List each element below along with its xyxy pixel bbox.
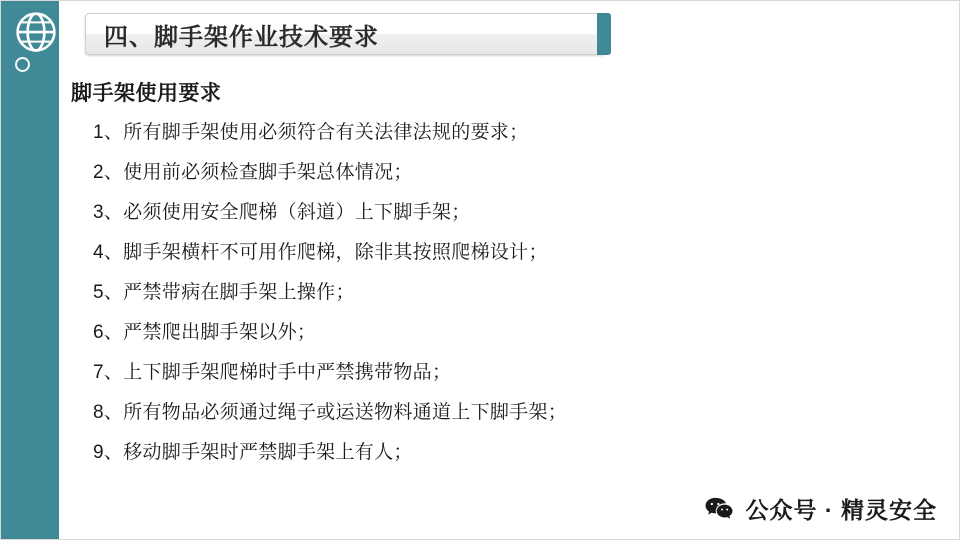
wechat-icon <box>704 496 734 522</box>
list-item: 7、上下脚手架爬梯时手中严禁携带物品； <box>93 362 452 383</box>
list-item: 4、脚手架横杆不可用作爬梯，除非其按照爬梯设计； <box>93 242 548 263</box>
list-item: 2、使用前必须检查脚手架总体情况； <box>93 162 413 183</box>
section-subtitle: 脚手架使用要求 <box>71 82 222 105</box>
circle-icon <box>15 57 30 72</box>
list-item: 6、严禁爬出脚手架以外； <box>93 322 317 343</box>
list-item: 5、严禁带病在脚手架上操作； <box>93 282 355 303</box>
footer-text: 公众号 · 精灵安全 <box>745 497 937 523</box>
list-item: 3、必须使用安全爬梯（斜道）上下脚手架； <box>93 202 471 223</box>
page-title: 四、脚手架作业技术要求 <box>104 23 379 51</box>
banner-end-cap <box>597 13 611 55</box>
left-accent-bar <box>1 1 59 540</box>
list-item: 9、移动脚手架时严禁脚手架上有人； <box>93 442 413 463</box>
list-item: 8、所有物品必须通过绳子或运送物料通道上下脚手架； <box>93 402 568 423</box>
globe-icon <box>15 11 57 53</box>
requirements-list <box>93 123 893 483</box>
footer-watermark <box>704 492 937 525</box>
slide-title-banner <box>85 13 605 55</box>
list-item: 1、所有脚手架使用必须符合有关法律法规的要求； <box>93 122 529 143</box>
